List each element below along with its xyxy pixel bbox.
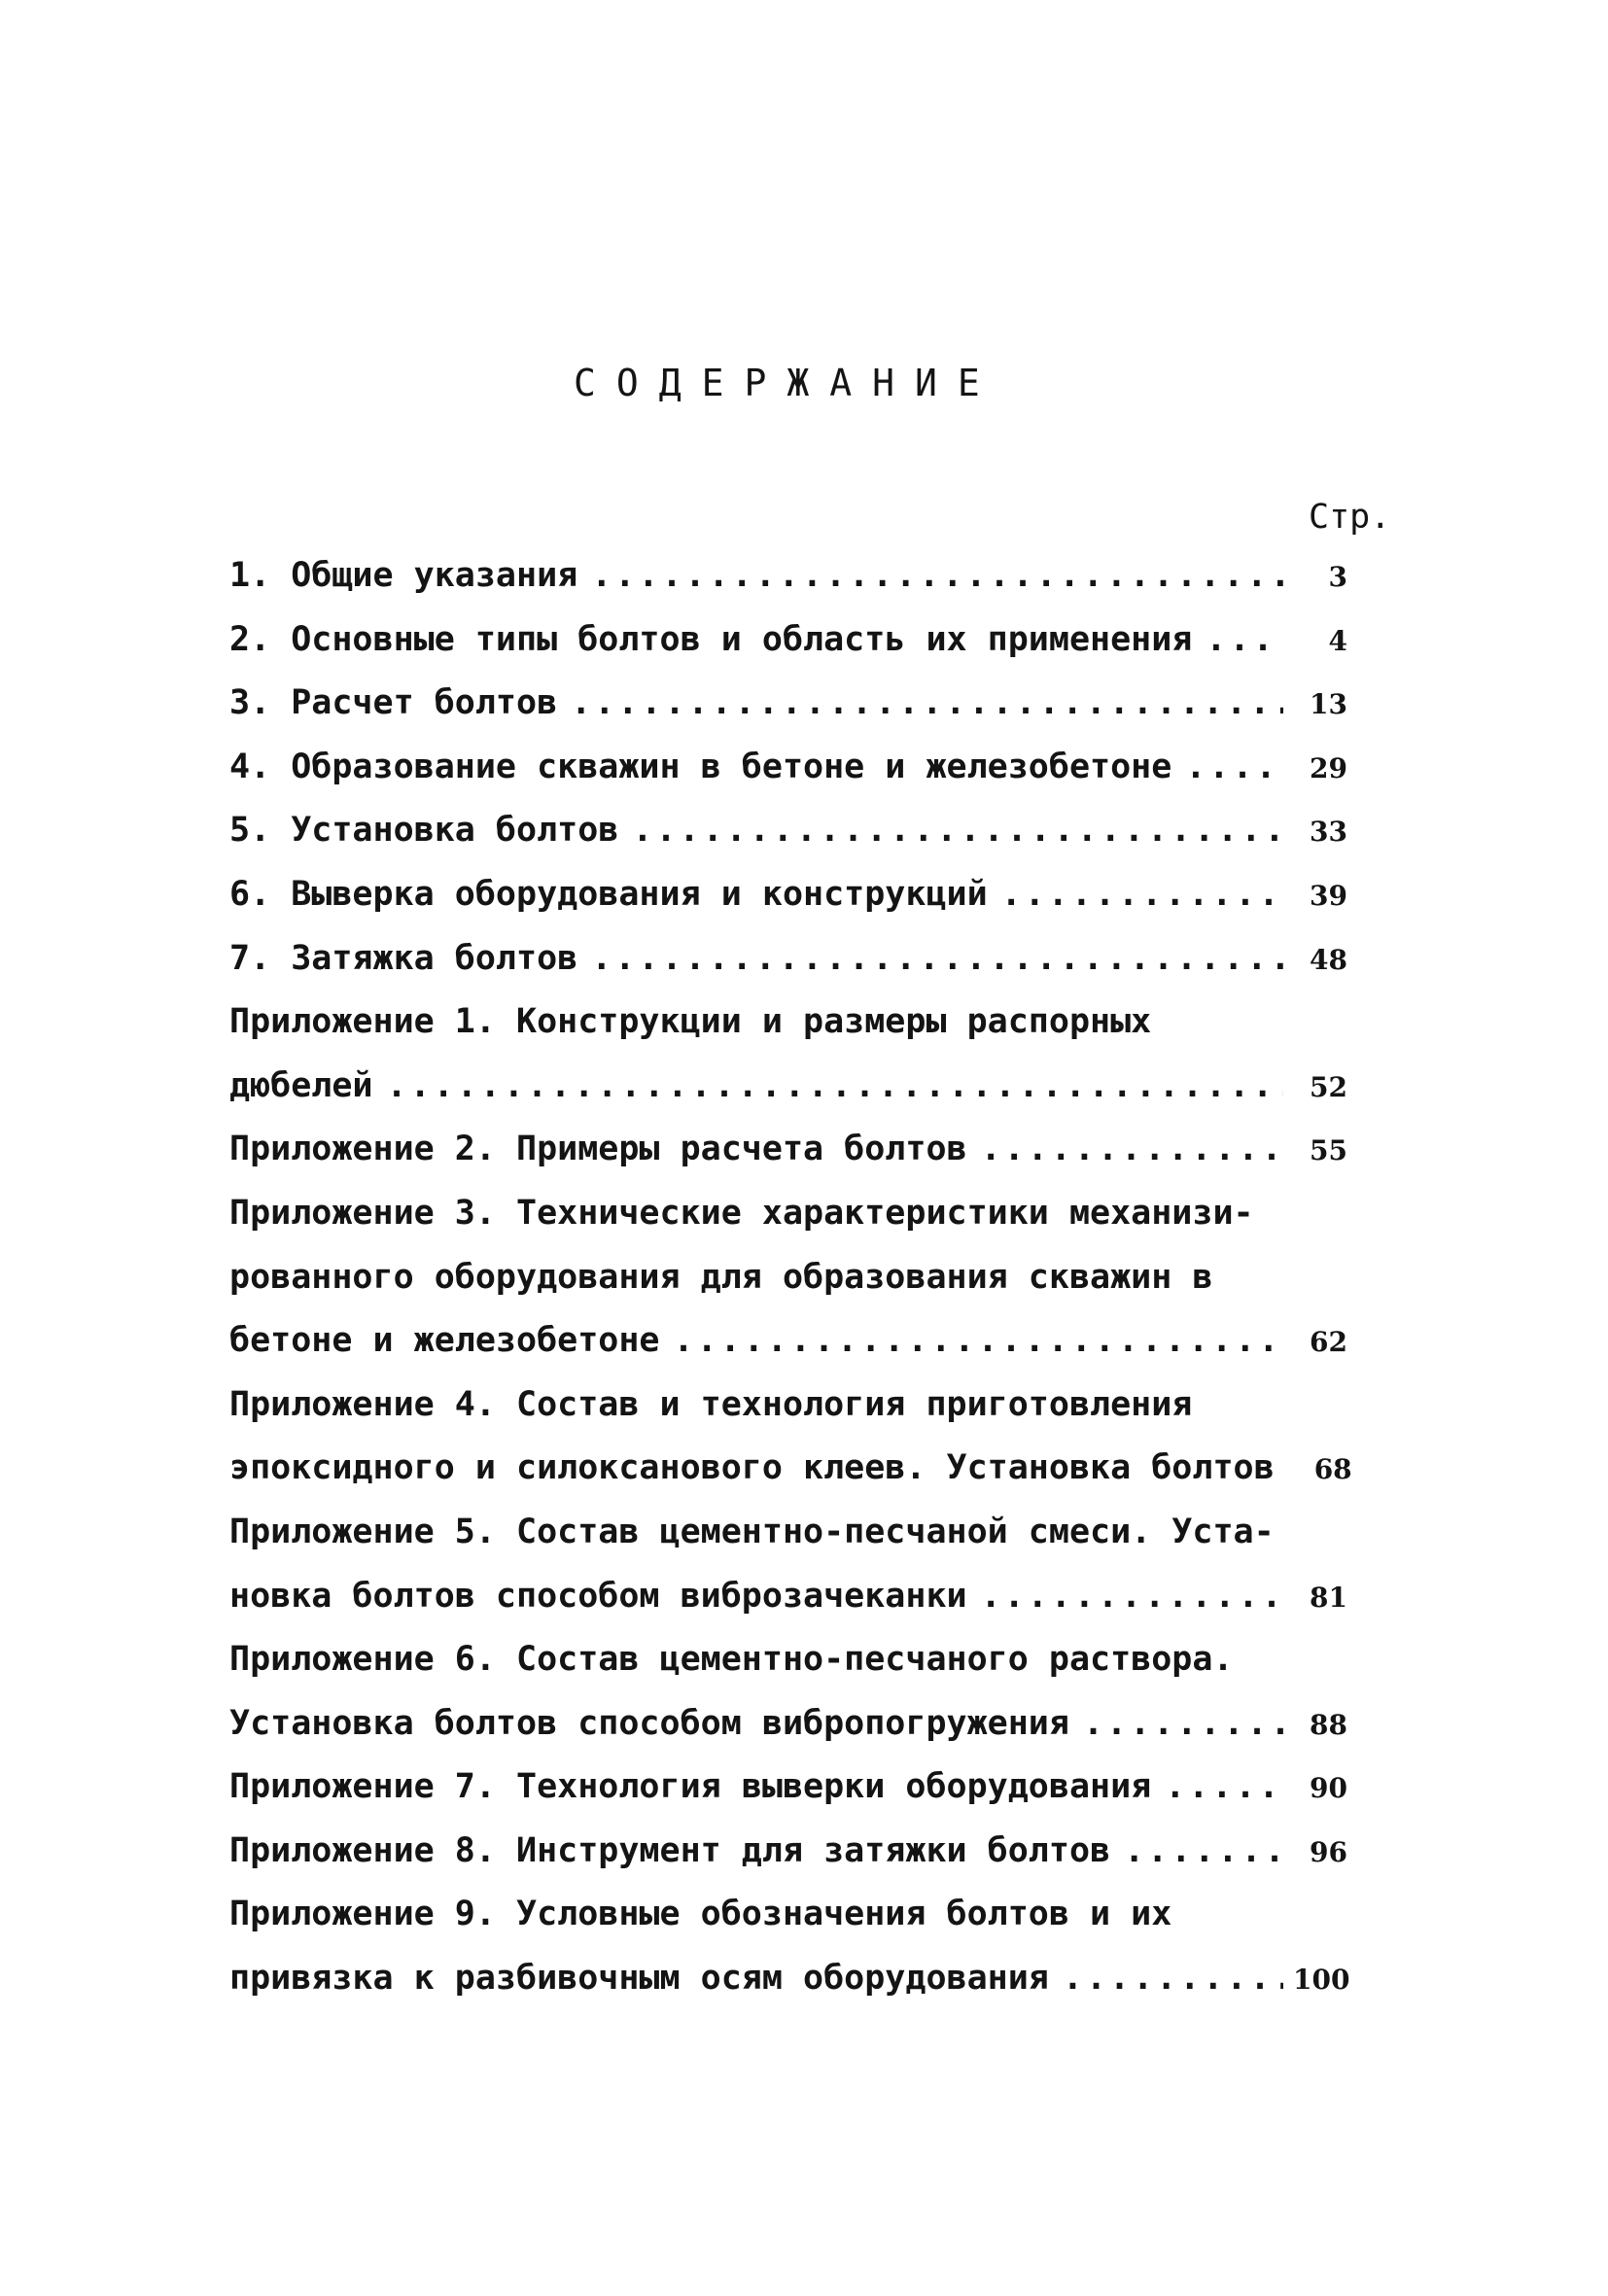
toc-entry-text: эпоксидного и силоксанового клеев. Установка болтов: [229, 1448, 1275, 1488]
toc-entry-text: 1. Общие указания: [229, 556, 578, 595]
toc-entry: [229, 1756, 1347, 1820]
toc-entry: [229, 736, 1347, 800]
toc-entry-line: [229, 609, 1347, 673]
toc-entry-text: Приложение 1. Конструкции и размеры распорных: [229, 1002, 1152, 1042]
dot-leader: [591, 927, 1283, 991]
toc-entry-text: Приложение 2. Примеры расчета болтов: [229, 1130, 967, 1169]
toc-page-number: 52: [1310, 1070, 1347, 1103]
dot-leader: [1083, 1692, 1283, 1757]
toc-page-number: 33: [1310, 816, 1347, 849]
toc-entry: [229, 863, 1347, 927]
toc-page-number: 62: [1310, 1326, 1347, 1359]
toc-entry-line: [229, 1118, 1347, 1182]
toc-entry: [229, 1628, 1347, 1756]
toc-entry-text: 6. Выверка оборудования и конструкций: [229, 874, 988, 914]
toc-entry-line: [229, 1374, 1347, 1438]
toc-page-number: 48: [1310, 943, 1347, 976]
dot-leader: [387, 1055, 1283, 1119]
dot-leader: [632, 799, 1283, 863]
toc-page-number: 4: [1328, 624, 1347, 657]
dot-leader: [1001, 863, 1283, 927]
toc-entry-text: Установка болтов способом вибропогружения: [229, 1703, 1069, 1743]
toc-entry-text: 5. Установка болтов: [229, 811, 619, 851]
dot-leader: [981, 1565, 1283, 1629]
page-title: СОДЕРЖАНИЕ: [574, 362, 1000, 404]
toc-entry-text: рованного оборудования для образования скважин в: [229, 1257, 1213, 1297]
toc-entry: [229, 609, 1347, 673]
dot-leader: [1165, 1756, 1283, 1820]
toc-entry-line: [229, 672, 1347, 736]
toc-entry-line: [229, 863, 1347, 927]
toc-page-number: 13: [1310, 688, 1347, 721]
toc-entry-line: [229, 1883, 1347, 1947]
toc-page-number: 68: [1313, 1453, 1352, 1486]
toc-entry-text: новка болтов способом виброзачеканки: [229, 1576, 967, 1616]
toc-page-number: 90: [1310, 1772, 1347, 1805]
toc-entry-line: [229, 1182, 1347, 1246]
toc-page-number: 81: [1310, 1581, 1347, 1614]
toc-entry: [229, 1374, 1352, 1501]
dot-leader: [591, 544, 1283, 609]
toc-entry: [229, 927, 1347, 991]
toc-entry-line: [229, 1309, 1347, 1374]
toc-entry-text: Приложение 7. Технология выверки оборудования: [229, 1767, 1152, 1807]
toc-page-number: 29: [1310, 751, 1347, 784]
dot-leader: [981, 1118, 1283, 1182]
toc-entry-text: Приложение 8. Инструмент для затяжки болтов: [229, 1830, 1111, 1870]
toc-entry-text: дюбелей: [229, 1065, 373, 1105]
toc-entry: [229, 544, 1347, 609]
toc-entry-line: [229, 799, 1347, 863]
toc-page-number: 3: [1328, 561, 1347, 593]
toc-page-number: 55: [1310, 1134, 1347, 1167]
toc-entry-text: 2. Основные типы болтов и область их применения: [229, 619, 1193, 659]
toc-entry-text: Приложение 5. Состав цементно-песчаной смеси. Уста-: [229, 1512, 1275, 1551]
page-column-header: Стр.: [1309, 498, 1391, 537]
toc-entry-line: [229, 1820, 1347, 1884]
toc-page-number: 96: [1310, 1835, 1347, 1868]
toc-entry: [229, 1182, 1347, 1374]
toc-entry-text: 3. Расчет болтов: [229, 683, 558, 723]
toc-entry-line: [229, 1756, 1347, 1820]
dot-leader: [571, 672, 1283, 736]
toc-entry: [229, 1501, 1347, 1628]
toc-entry-line: [229, 1692, 1347, 1757]
toc-entry-line: [229, 736, 1347, 800]
toc-entry: [229, 1883, 1350, 2010]
toc-entry-line: [229, 1501, 1347, 1565]
toc-page-number: 88: [1310, 1708, 1347, 1741]
toc-entry-text: привязка к разбивочным осям оборудования: [229, 1959, 1049, 1999]
toc-entry-line: [229, 991, 1347, 1055]
toc-entry-line: [229, 544, 1347, 609]
toc-page-number: 100: [1293, 1964, 1350, 1997]
toc-entry-text: 7. Затяжка болтов: [229, 938, 578, 978]
toc-entry-text: Приложение 4. Состав и технология приготовления: [229, 1384, 1193, 1424]
toc-entry-line: [229, 1628, 1347, 1692]
dot-leader: [1206, 609, 1283, 673]
toc-entry: [229, 672, 1347, 736]
toc-entry: [229, 1820, 1347, 1884]
toc-entry-text: Приложение 3. Технические характеристики механизи-: [229, 1193, 1254, 1233]
toc-entry-line: [229, 1947, 1350, 2011]
toc-entry-line: [229, 927, 1347, 991]
toc-entry-text: Приложение 9. Условные обозначения болтов и их: [229, 1895, 1172, 1934]
toc-entry-text: бетоне и железобетоне: [229, 1321, 660, 1361]
toc-entry-line: [229, 1565, 1347, 1629]
toc-page-number: 39: [1310, 879, 1347, 912]
dot-leader: [1063, 1947, 1283, 2011]
toc-entry-line: [229, 1437, 1352, 1501]
table-of-contents: [229, 544, 1352, 2011]
dot-leader: [674, 1309, 1283, 1374]
dot-leader: [1124, 1820, 1283, 1884]
dot-leader: [1185, 736, 1283, 800]
toc-entry-line: [229, 1246, 1347, 1310]
toc-entry-text: Приложение 6. Состав цементно-песчаного раствора.: [229, 1640, 1234, 1680]
toc-entry: [229, 1118, 1347, 1182]
toc-entry-text: 4. Образование скважин в бетоне и железобетоне: [229, 747, 1172, 786]
toc-entry: [229, 991, 1347, 1118]
toc-entry: [229, 799, 1347, 863]
toc-entry-line: [229, 1055, 1347, 1119]
